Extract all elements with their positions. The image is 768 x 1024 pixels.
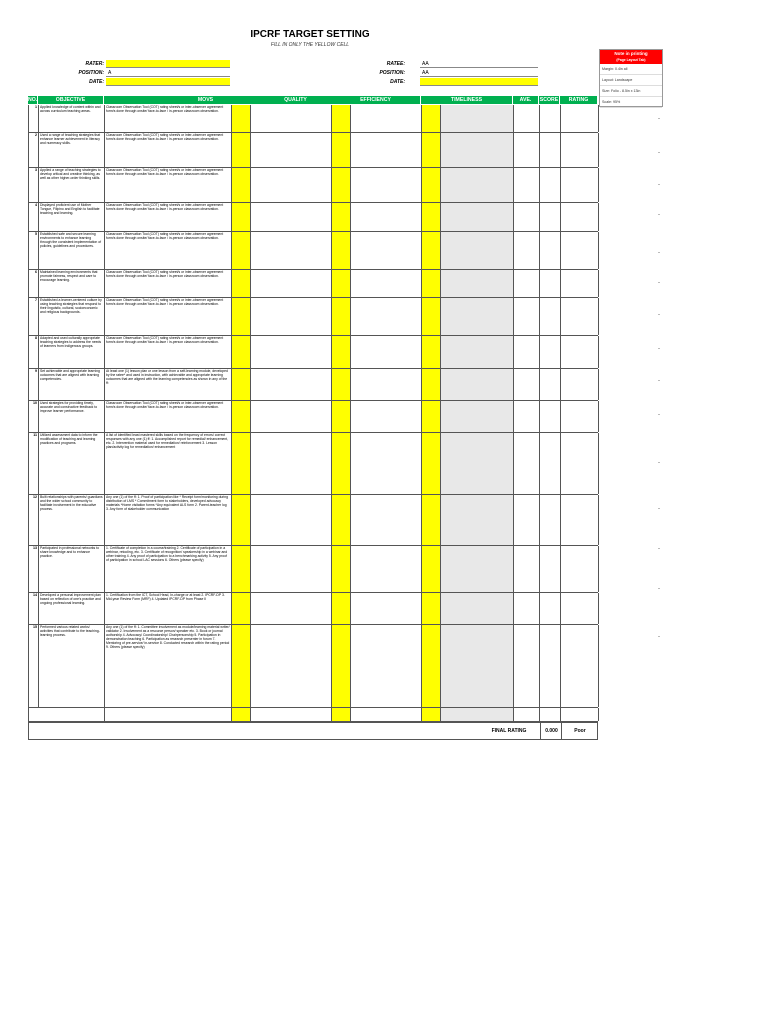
final-rating-label: FINAL RATING	[491, 728, 527, 734]
row-number: 1	[29, 105, 39, 132]
filler-cell	[561, 708, 599, 721]
efficiency-desc-cell	[351, 369, 422, 400]
average-cell	[514, 369, 540, 400]
rater-date-field[interactable]	[106, 78, 230, 86]
timeliness-rating-cell[interactable]	[422, 625, 441, 707]
quality-desc-cell	[251, 433, 332, 494]
row-number: 5	[29, 232, 39, 269]
quality-rating-cell[interactable]	[232, 593, 251, 624]
row-number: 3	[29, 168, 39, 202]
timeliness-desc-cell	[441, 203, 514, 231]
score-cell	[540, 625, 561, 707]
table-row	[28, 625, 598, 708]
score-cell	[540, 546, 561, 592]
timeliness-rating-cell[interactable]	[422, 401, 441, 432]
printing-note-subtitle: (Page Layout Tab)	[616, 58, 646, 62]
efficiency-rating-cell[interactable]	[332, 546, 351, 592]
score-cell	[540, 232, 561, 269]
quality-rating-cell[interactable]	[232, 433, 251, 494]
rating-cell	[561, 625, 599, 707]
timeliness-desc-cell	[441, 433, 514, 494]
rating-cell	[561, 133, 599, 167]
col-header-timeliness: TIMELINESS	[421, 96, 513, 104]
ratee-label: RATEE:	[386, 61, 405, 67]
movs-cell: A list of identified least mastered skills based on the frequency of errors/ correct responses with any one (1) ff: 1. Accomplished report for remedial/ enhancement, etc. 2. Intervention material used for remediation/ reinforcement 3. Lesson plan/activity log for remediation/ enhancement	[105, 433, 232, 494]
objective-cell: Used a range of teaching strategies that enhance learner achievement in literacy and numeracy skills.	[39, 133, 105, 167]
quality-rating-cell[interactable]	[232, 336, 251, 368]
ratee-field[interactable]: AA	[420, 60, 538, 68]
rater-position-label: POSITION:	[78, 70, 104, 76]
timeliness-desc-cell	[441, 401, 514, 432]
score-cell	[540, 433, 561, 494]
efficiency-rating-cell[interactable]	[332, 270, 351, 297]
quality-rating-cell[interactable]	[232, 168, 251, 202]
quality-rating-cell[interactable]	[232, 401, 251, 432]
printing-note-header	[600, 50, 662, 64]
timeliness-desc-cell	[441, 168, 514, 202]
efficiency-rating-cell[interactable]	[332, 203, 351, 231]
rater-position-field[interactable]: A	[106, 69, 230, 77]
printing-note	[599, 49, 663, 107]
filler-cell	[251, 708, 332, 721]
rating-cell	[561, 495, 599, 545]
table-row	[28, 270, 598, 298]
movs-cell: Classroom Observation Tool (COT) rating sheet/s or inter-observer agreement form/s done through onsite/ face-to-face / in-person classroom observation.	[105, 232, 232, 269]
objective-cell: Applied a range of teaching strategies to develop critical and creative thinking, as well as other higher-order thinking skills.	[39, 168, 105, 202]
objective-cell: Set achievable and appropriate learning outcomes that are aligned with learning competencies.	[39, 369, 105, 400]
row-number: 7	[29, 298, 39, 335]
objective-cell: Established safe and secure learning environments to enhance learning through the consistent implementation of policies, guidelines and procedures.	[39, 232, 105, 269]
col-header-objective: OBJECTIVE	[38, 96, 104, 104]
rater-label: RATER:	[85, 61, 104, 67]
final-rating-row	[28, 722, 598, 740]
rater-field[interactable]	[106, 60, 230, 68]
objective-cell: Maintained learning environments that promote fairness, respect and care to encourage learning.	[39, 270, 105, 297]
table-row	[28, 298, 598, 336]
row-number: 6	[29, 270, 39, 297]
timeliness-rating-cell[interactable]	[422, 105, 441, 132]
average-cell	[514, 546, 540, 592]
margin-mark	[658, 118, 660, 119]
timeliness-rating-cell[interactable]	[422, 593, 441, 624]
movs-cell: Classroom Observation Tool (COT) rating sheet/s or inter-observer agreement form/s done through onsite/ face-to-face / in-person classroom observation.	[105, 298, 232, 335]
ratee-position-field[interactable]: AA	[420, 69, 538, 77]
timeliness-rating-cell[interactable]	[422, 369, 441, 400]
efficiency-rating-cell[interactable]	[332, 495, 351, 545]
timeliness-rating-cell[interactable]	[422, 232, 441, 269]
timeliness-rating-cell[interactable]	[422, 298, 441, 335]
efficiency-desc-cell	[351, 495, 422, 545]
filler-cell	[39, 708, 105, 721]
printing-note-line: Layout: Landscape	[600, 75, 662, 86]
efficiency-rating-cell[interactable]	[332, 105, 351, 132]
movs-cell: Classroom Observation Tool (COT) rating sheet/s or inter-observer agreement form/s done through onsite/ face-to-face / in-person classroom observation.	[105, 203, 232, 231]
efficiency-desc-cell	[351, 625, 422, 707]
efficiency-desc-cell	[351, 298, 422, 335]
efficiency-rating-cell[interactable]	[332, 168, 351, 202]
table-row	[28, 546, 598, 593]
efficiency-rating-cell[interactable]	[332, 336, 351, 368]
quality-desc-cell	[251, 203, 332, 231]
timeliness-rating-cell[interactable]	[422, 495, 441, 545]
efficiency-desc-cell	[351, 168, 422, 202]
table-row	[28, 433, 598, 495]
ratee-date-field[interactable]	[420, 78, 538, 86]
objective-cell: Adapted and used culturally appropriate teaching strategies to address the needs of learners from indigenous groups.	[39, 336, 105, 368]
score-cell	[540, 401, 561, 432]
average-cell	[514, 433, 540, 494]
efficiency-desc-cell	[351, 270, 422, 297]
objective-cell: Established a learner-centered culture by using teaching strategies that respond to their linguistic, cultural, socioeconomic and religious backgrounds.	[39, 298, 105, 335]
timeliness-desc-cell	[441, 625, 514, 707]
efficiency-desc-cell	[351, 336, 422, 368]
quality-desc-cell	[251, 369, 332, 400]
timeliness-desc-cell	[441, 133, 514, 167]
quality-rating-cell[interactable]	[232, 625, 251, 707]
col-header-score: SCORE	[539, 97, 559, 103]
movs-cell: Classroom Observation Tool (COT) rating sheet/s or inter-observer agreement form/s done through onsite/ face-to-face / in-person classroom observation.	[105, 133, 232, 167]
table-row	[28, 105, 598, 133]
objective-cell: Performed various related works/ activities that contribute to the teaching-learning process.	[39, 625, 105, 707]
efficiency-rating-cell[interactable]	[332, 593, 351, 624]
margin-mark	[658, 588, 660, 589]
col-header-ave: AVE.	[513, 96, 539, 104]
filler-cell	[351, 708, 422, 721]
movs-cell: Classroom Observation Tool (COT) rating sheet/s or inter-observer agreement form/s done through onsite/ face-to-face / in-person classroom observation.	[105, 401, 232, 432]
efficiency-rating-cell[interactable]	[332, 433, 351, 494]
efficiency-rating-cell[interactable]	[332, 298, 351, 335]
rating-cell	[561, 270, 599, 297]
quality-desc-cell	[251, 401, 332, 432]
efficiency-desc-cell	[351, 433, 422, 494]
average-cell	[514, 625, 540, 707]
score-cell	[540, 203, 561, 231]
col-header-efficiency: EFFICIENCY	[331, 96, 421, 104]
filler-cell	[441, 708, 514, 721]
objective-cell: Developed a personal improvement plan based on reflection of one's practice and ongoing professional learning.	[39, 593, 105, 624]
average-cell	[514, 401, 540, 432]
quality-desc-cell	[251, 625, 332, 707]
final-rating-adjective: Poor	[561, 723, 598, 739]
row-number: 11	[29, 433, 39, 494]
quality-desc-cell	[251, 298, 332, 335]
timeliness-rating-cell[interactable]	[422, 270, 441, 297]
movs-cell: Classroom Observation Tool (COT) rating sheet/s or inter-observer agreement form/s done through onsite/ face-to-face / in-person classroom observation.	[105, 105, 232, 132]
rating-cell	[561, 593, 599, 624]
filler-cell	[105, 708, 232, 721]
quality-rating-cell[interactable]	[232, 133, 251, 167]
margin-mark	[658, 252, 660, 253]
movs-cell: 1. Certification from the ICT, School Head, In-charge or at least 2. IPCRF-DP 3. Mid-year Review Form (MRF) 4. Updated IPCRF-DP from Phase II	[105, 593, 232, 624]
margin-mark	[658, 548, 660, 549]
rating-cell	[561, 336, 599, 368]
rater-date-label: DATE:	[89, 79, 104, 85]
efficiency-desc-cell	[351, 593, 422, 624]
margin-mark	[658, 636, 660, 637]
filler-cell	[514, 708, 540, 721]
movs-cell: Classroom Observation Tool (COT) rating sheet/s or inter-observer agreement form/s done through onsite/ face-to-face / in-person classroom observation.	[105, 270, 232, 297]
quality-desc-cell	[251, 336, 332, 368]
rating-cell	[561, 369, 599, 400]
quality-rating-cell[interactable]	[232, 105, 251, 132]
quality-rating-cell[interactable]	[232, 298, 251, 335]
efficiency-rating-cell[interactable]	[332, 133, 351, 167]
score-cell	[540, 369, 561, 400]
printing-note-title: Note in printing	[614, 51, 648, 56]
rating-cell	[561, 433, 599, 494]
col-header-movs: MOVS	[104, 96, 308, 104]
score-cell	[540, 105, 561, 132]
average-cell	[514, 105, 540, 132]
printing-note-line: Size: Folio - 8.5in x 13in	[600, 86, 662, 97]
objective-cell: Used strategies for providing timely, accurate and constructive feedback to improve learner performance.	[39, 401, 105, 432]
quality-desc-cell	[251, 133, 332, 167]
printing-note-line: Scale: 95%	[600, 97, 662, 108]
table-row	[28, 401, 598, 433]
table-row	[28, 133, 598, 168]
average-cell	[514, 133, 540, 167]
col-header-quality: QUALITY	[231, 96, 361, 104]
quality-desc-cell	[251, 270, 332, 297]
rating-cell	[561, 401, 599, 432]
score-cell	[540, 593, 561, 624]
efficiency-rating-cell[interactable]	[332, 369, 351, 400]
quality-desc-cell	[251, 495, 332, 545]
timeliness-rating-cell[interactable]	[422, 336, 441, 368]
timeliness-desc-cell	[441, 495, 514, 545]
margin-mark	[658, 214, 660, 215]
table-row	[28, 593, 598, 625]
movs-cell: Classroom Observation Tool (COT) rating sheet/s or inter-observer agreement form/s done through onsite/ face-to-face / in-person classroom observation.	[105, 336, 232, 368]
margin-mark	[658, 380, 660, 381]
efficiency-rating-cell[interactable]	[332, 401, 351, 432]
timeliness-rating-cell[interactable]	[422, 433, 441, 494]
col-header-rating: RATING	[560, 96, 598, 104]
efficiency-rating-cell[interactable]	[332, 232, 351, 269]
timeliness-desc-cell	[441, 369, 514, 400]
table-row	[28, 495, 598, 546]
objective-cell: Applied knowledge of content within and across curriculum teaching areas.	[39, 105, 105, 132]
efficiency-rating-cell[interactable]	[332, 625, 351, 707]
quality-rating-cell[interactable]	[232, 270, 251, 297]
score-cell	[540, 270, 561, 297]
score-cell	[540, 133, 561, 167]
average-cell	[514, 298, 540, 335]
movs-cell: Any one (1) of the ff: 1. Committee involvement as module/learning material writer/ validator 2. Involvement as a resource person/ speaker etc. 3. Book or journal authorship 4. Advocacy/ Coordinatorship/ Chairpersonship 5. Participation in demonstration teaching 6. Participation as research presenter in forum 7. Mentoring of pre-service/ in-service 8. Conducted research within the rating period 9. Others (please specify)	[105, 625, 232, 707]
average-cell	[514, 336, 540, 368]
filler-cell	[540, 708, 561, 721]
quality-rating-cell[interactable]	[232, 203, 251, 231]
score-cell	[540, 495, 561, 545]
row-number: 12	[29, 495, 39, 545]
quality-rating-cell[interactable]	[232, 546, 251, 592]
rating-cell	[561, 546, 599, 592]
table-row	[28, 336, 598, 369]
efficiency-desc-cell	[351, 401, 422, 432]
average-cell	[514, 232, 540, 269]
score-cell	[540, 336, 561, 368]
average-cell	[514, 495, 540, 545]
timeliness-rating-cell[interactable]	[422, 546, 441, 592]
efficiency-desc-cell	[351, 203, 422, 231]
movs-cell: 1. Certificate of completion in a course/training 2. Certificate of participation in a webinar, retooling, etc. 3. Certificate of recognition/ speakership in a webinar and other training 4. Any proof of participation to a benchmarking activity 5. Any proof of participation in school LAC sessions 6. Others (please specify)	[105, 546, 232, 592]
margin-mark	[658, 282, 660, 283]
timeliness-desc-cell	[441, 593, 514, 624]
timeliness-rating-cell[interactable]	[422, 168, 441, 202]
margin-mark	[658, 184, 660, 185]
movs-cell: At least one (1) lesson plan or one lesson from a self-learning module, developed by the ratee* and used in instruction, with achievable and appropriate learning outcomes that are aligned with the learning competencies as shown in any of the ff:	[105, 369, 232, 400]
timeliness-rating-cell[interactable]	[422, 203, 441, 231]
filler-cell	[422, 708, 441, 721]
margin-mark	[658, 508, 660, 509]
table-row	[28, 369, 598, 401]
margin-mark	[658, 314, 660, 315]
rating-cell	[561, 203, 599, 231]
objective-cell: Utilized assessment data to inform the modification of teaching and learning practices and programs.	[39, 433, 105, 494]
timeliness-rating-cell[interactable]	[422, 133, 441, 167]
table-row-filler	[28, 708, 598, 722]
rating-cell	[561, 105, 599, 132]
timeliness-desc-cell	[441, 298, 514, 335]
filler-cell	[232, 708, 251, 721]
quality-rating-cell[interactable]	[232, 369, 251, 400]
timeliness-desc-cell	[441, 232, 514, 269]
quality-desc-cell	[251, 105, 332, 132]
timeliness-desc-cell	[441, 336, 514, 368]
rating-cell	[561, 168, 599, 202]
printing-note-line: Margin: 0.4in all	[600, 64, 662, 75]
margin-mark	[658, 414, 660, 415]
row-number: 15	[29, 625, 39, 707]
table-row	[28, 232, 598, 270]
row-number: 10	[29, 401, 39, 432]
ratee-date-label: DATE:	[390, 79, 405, 85]
quality-desc-cell	[251, 168, 332, 202]
score-cell	[540, 168, 561, 202]
quality-desc-cell	[251, 232, 332, 269]
efficiency-desc-cell	[351, 546, 422, 592]
efficiency-desc-cell	[351, 133, 422, 167]
row-number: 4	[29, 203, 39, 231]
row-number: 9	[29, 369, 39, 400]
average-cell	[514, 593, 540, 624]
movs-cell: Classroom Observation Tool (COT) rating sheet/s or inter-observer agreement form/s done through onsite/ face-to-face / in-person classroom observation.	[105, 168, 232, 202]
quality-rating-cell[interactable]	[232, 232, 251, 269]
margin-mark	[658, 152, 660, 153]
average-cell	[514, 203, 540, 231]
efficiency-desc-cell	[351, 105, 422, 132]
filler-cell	[332, 708, 351, 721]
quality-rating-cell[interactable]	[232, 495, 251, 545]
movs-cell: Any one (1) of the ff: 1. Proof of participation like * Receipt form/monitoring during distribution of LMS * Commitment form to stakeholders, developed advocacy materials *Home visitation forms *Any equivalent ALS form 2. Parent-teacher log 3. Any form of stakeholder communication	[105, 495, 232, 545]
average-cell	[514, 270, 540, 297]
timeliness-desc-cell	[441, 546, 514, 592]
timeliness-desc-cell	[441, 105, 514, 132]
objective-cell: Built relationships with parents/ guardians and the wider school community to facilitate involvement in the educative process.	[39, 495, 105, 545]
col-header-no: NO.	[28, 97, 38, 103]
rating-cell	[561, 298, 599, 335]
margin-mark	[658, 348, 660, 349]
row-number: 13	[29, 546, 39, 592]
page-title: IPCRF TARGET SETTING	[250, 29, 370, 40]
table-row	[28, 203, 598, 232]
timeliness-desc-cell	[441, 270, 514, 297]
ratee-position-label: POSITION:	[379, 70, 405, 76]
efficiency-desc-cell	[351, 232, 422, 269]
quality-desc-cell	[251, 593, 332, 624]
average-cell	[514, 168, 540, 202]
rating-cell	[561, 232, 599, 269]
objective-cell: Displayed proficient use of Mother Tongue, Filipino and English to facilitate teaching and learning.	[39, 203, 105, 231]
row-number: 2	[29, 133, 39, 167]
row-number: 8	[29, 336, 39, 368]
margin-mark	[658, 462, 660, 463]
table-row	[28, 168, 598, 203]
quality-desc-cell	[251, 546, 332, 592]
final-rating-value: 0.000	[540, 723, 562, 739]
page-subtitle: FILL IN ONLY THE YELLOW CELL	[270, 42, 350, 48]
score-cell	[540, 298, 561, 335]
objective-cell: Participated in professional networks to share knowledge and to enhance practice.	[39, 546, 105, 592]
row-number: 14	[29, 593, 39, 624]
